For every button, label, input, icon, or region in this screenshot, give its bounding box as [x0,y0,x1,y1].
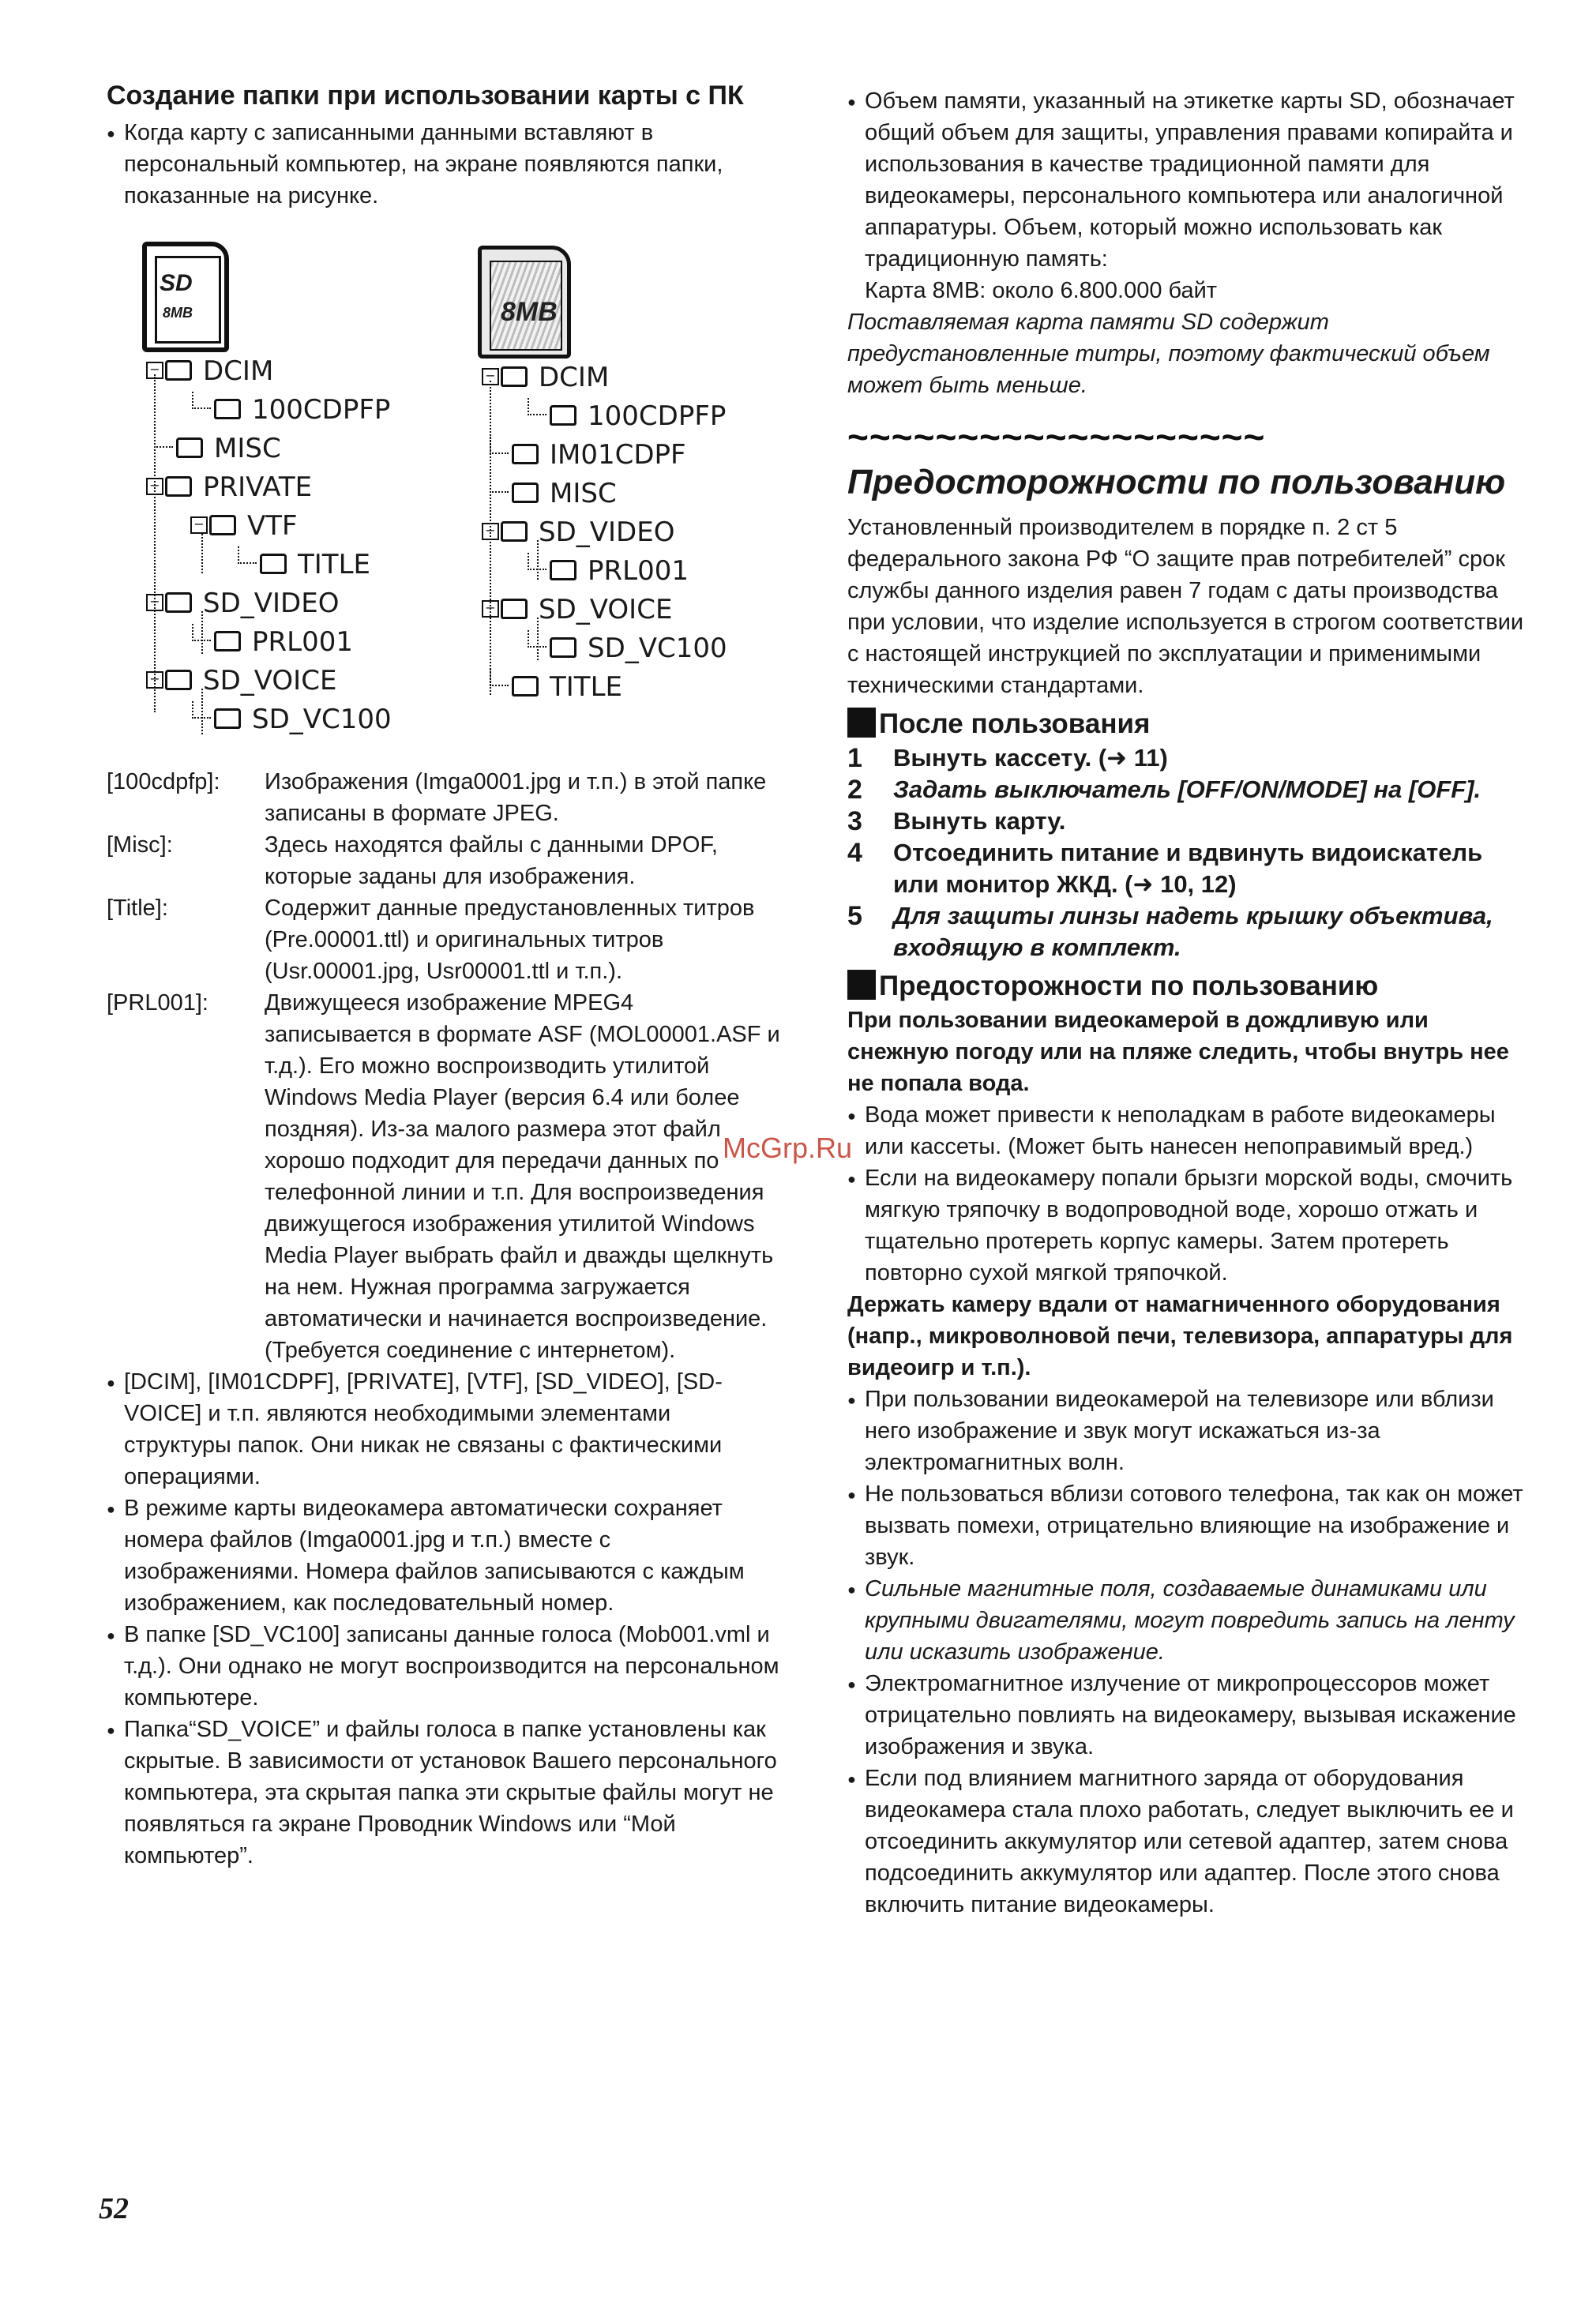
magnet-bullet: ● Если под влиянием магнитного заряда от оборудования видеокамера стала плохо работать, следует выключить ее и отсоединить аккумулятор или сетевой адаптер, затем снова подсоединить аккумулятор или адаптер. После этого снова включить питание видеокамеры. [847,1763,1527,1921]
definition-row [107,766,782,829]
service-life-text: Установленный производителем в порядке п. 2 ст 5 федерального закона РФ “О защите прав потребителей” срок службы данного изделия равен 7 годам с даты производства при условии, что изделие используется в строгом соответствии с настоящей инструкцией по эксплуатации и применимыми техническими стандартами. [847,515,1524,698]
sd-card-caption: 8MB [163,305,193,321]
sd-card-image [142,242,229,352]
main-heading-precautions: Предосторожности по пользованию [847,463,1506,501]
tree-node: − DCIM [482,359,727,397]
tree-node: − DCIM [146,352,392,391]
precautions-heading: Предосторожности по пользованию [847,968,1527,1004]
definition-row [107,892,782,987]
folder-tree-mmc [482,359,727,707]
right-column [847,85,1527,1921]
tree-node: SD_VC100 [482,629,727,668]
sd-card-logo: SD [160,270,193,296]
note-bullet: ● [DCIM], [IM01CDPF], [PRIVATE], [VTF], [SD_VIDEO], [SD-VOICE] и т.п. являются необходимыми элементами структуры папок. Они никак не связаны с фактическими операциями. [107,1366,782,1493]
folder-icon [512,676,539,697]
folder-icon [550,637,576,658]
folder-icon [501,521,528,542]
tilde-divider: ~~~~~~~~~~~~~~~~~~~ [847,416,1266,457]
square-bullet-icon [847,970,876,1000]
folder-icon [501,599,528,619]
tree-node: PRL001 [146,623,392,662]
definition-row [107,987,782,1366]
magnet-bullet: ● Электромагнитное излучение от микропроцессоров может отрицательно повлиять на видеокамеру, вызывая искажение изображения и звука. [847,1668,1527,1763]
rain-bullet: ● Если на видеокамеру попали брызги морской воды, смочить мягкую тряпочку в водопроводной воде, хорошо отжать и тщательно протереть корпус камеры. Затем протереть повторно сухой мягкой тряпочкой. [847,1162,1527,1289]
folder-icon [214,631,241,651]
magnet-bullet: ● Не пользоваться вблизи сотового телефона, так как он может вызвать помехи, отрицательно влияющие на изображение и звук. [847,1478,1527,1573]
definition-term: [Misc]: [107,832,173,858]
tree-node: MISC [146,430,392,468]
tree-node: MISC [482,475,727,513]
folder-tree-sd [146,352,392,739]
step-item: 3 Вынуть карту. [847,806,1066,836]
folder-icon [214,708,241,729]
mmc-card-caption: 8MB [501,297,558,327]
note-bullet: ● Папка“SD_VOICE” и файлы голоса в папке установлены как скрытые. В зависимости от установок Вашего персонального компьютера, эта скрытая папка эти скрытые файлы могут не появляться га экране Проводник Windows или “Мой компьютер”. [107,1714,782,1872]
rain-bullet: ● Вода может привести к неполадкам в работе видеокамеры или кассеты. (Может быть нанесен непоправимый вред.) [847,1099,1527,1162]
tree-node: PRL001 [482,552,727,591]
tree-node: − SD_VOICE [146,662,392,700]
step-item: 1 Вынуть кассету. (➜ 11) [847,743,1168,773]
folder-icon [165,670,192,690]
definition-term: [PRL001]: [107,990,208,1016]
folder-trees [107,352,782,763]
note-bullet: ● В режиме карты видеокамера автоматически сохраняет номера файлов (Imga0001.jpg и т.п.) вместе с изображениями. Номера файлов записываются с каждым изображением, как последовательный номер. [107,1493,782,1619]
folder-definitions [107,766,782,1366]
rain-warning: При пользовании видеокамерой в дождливую или снежную погоду или на пляже следить, чтобы внутрь нее не попала вода. [847,1008,1509,1096]
page-number: 52 [99,2192,129,2225]
tree-node: − SD_VIDEO [482,513,727,552]
step-item: 5 Для защиты линзы надеть крышку объектива, входящую в комплект. [847,901,1493,961]
step-item: 2 Задать выключатель [OFF/ON/MODE] на [OFF]. [847,775,1481,805]
watermark: McGrp.Ru [723,1132,853,1164]
mmc-card-image [478,246,571,359]
definition-desc: Здесь находятся файлы с данными DPOF, которые заданы для изображения. [265,832,718,889]
tree-node: IM01CDPF [482,436,727,475]
tree-node: 100CDPFP [146,391,392,430]
tree-node: TITLE [146,546,392,584]
definition-term: [Title]: [107,896,168,921]
tree-node: 100CDPFP [482,397,727,436]
tree-node: − SD_VIDEO [146,584,392,623]
step-item: 4 Отсоединить питание и вдвинуть видоискатель или монитор ЖКД. (➜ 10, 12) [847,838,1483,898]
after-use-heading: После пользования [847,706,1527,742]
magnet-bullet: ● Сильные магнитные поля, создаваемые динамиками или крупными двигателями, могут повредить запись на ленту или исказить изображение. [847,1573,1527,1668]
folder-icon [512,444,539,464]
folder-icon [214,399,241,419]
tree-node: TITLE [482,668,727,707]
definition-term: [100cdpfp]: [107,769,220,794]
memory-value: Карта 8MB: около 6.800.000 байт [865,278,1218,303]
folder-icon [501,366,528,387]
magnet-bullet: ● При пользовании видеокамерой на телевизоре или вблизи него изображение и звук могут искажаться из-за электромагнитных волн. [847,1384,1527,1478]
folder-icon [165,476,192,497]
magnet-warning: Держать камеру вдали от намагниченного оборудования (напр., микроволновой печи, телевизора, аппаратуры для видеоигр и т.п.). [847,1292,1513,1380]
note-bullet: ● В папке [SD_VC100] записаны данные голоса (Mob001.vml и т.д.). Они однако не могут воспроизводится на персональном компьютере. [107,1619,782,1714]
tree-node: − SD_VOICE [482,591,727,629]
memory-capacity-bullet: ● Объем памяти, указанный на этикетке карты SD, обозначает общий объем для защиты, управления правами копирайта и использования в качестве традиционной памяти для видеокамеры, персонального компьютера или аналогичной аппаратуры. Объем, который можно использовать как традиционную память: [847,85,1527,275]
folder-icon [512,483,539,503]
folder-icon [165,360,192,381]
left-column [107,79,782,1872]
definition-desc: Движущееся изображение MPEG4 записывается в формате ASF (MOL00001.ASF и т.д.). Его можно воспроизводить утилитой Windows Media Player (версия 6.4 или более поздняя). Из-за малого размера этот файл хорошо подходит для передачи данных по телефонной линии и т.п. Для воспроизведения движущегося изображения утилитой Windows Media Player выбрать файл и дважды щелкнуть на нем. Нужная программа загружается автоматически и начинается воспроизведение. (Требуется соединение с интернетом). [265,990,780,1363]
section-heading-pc-folder: Создание папки при использовании карты с ПК [107,81,744,111]
folder-icon [165,592,192,613]
folder-icon [550,560,576,580]
definition-row [107,829,782,892]
definition-desc: Изображения (Imga0001.jpg и т.п.) в этой папке записаны в формате JPEG. [265,769,767,826]
definition-desc: Содержит данные предустановленных титров (Pre.00001.ttl) и оригинальных титров (Usr.00001.jpg, Usr00001.ttl и т.п.). [265,896,755,984]
tree-node: − VTF [146,507,392,546]
square-bullet-icon [847,708,876,738]
folder-icon [209,515,236,535]
tree-node: − PRIVATE [146,468,392,507]
memory-note: Поставляемая карта памяти SD содержит предустановленные титры, поэтому фактический объем может быть меньше. [847,310,1490,398]
intro-bullet: ● Когда карту с записанными данными вставляют в персональный компьютер, на экране появляются папки, показанные на рисунке. [107,117,782,212]
folder-icon [550,405,576,426]
folder-icon [176,437,203,458]
tree-node: SD_VC100 [146,700,392,739]
folder-icon [260,554,287,574]
